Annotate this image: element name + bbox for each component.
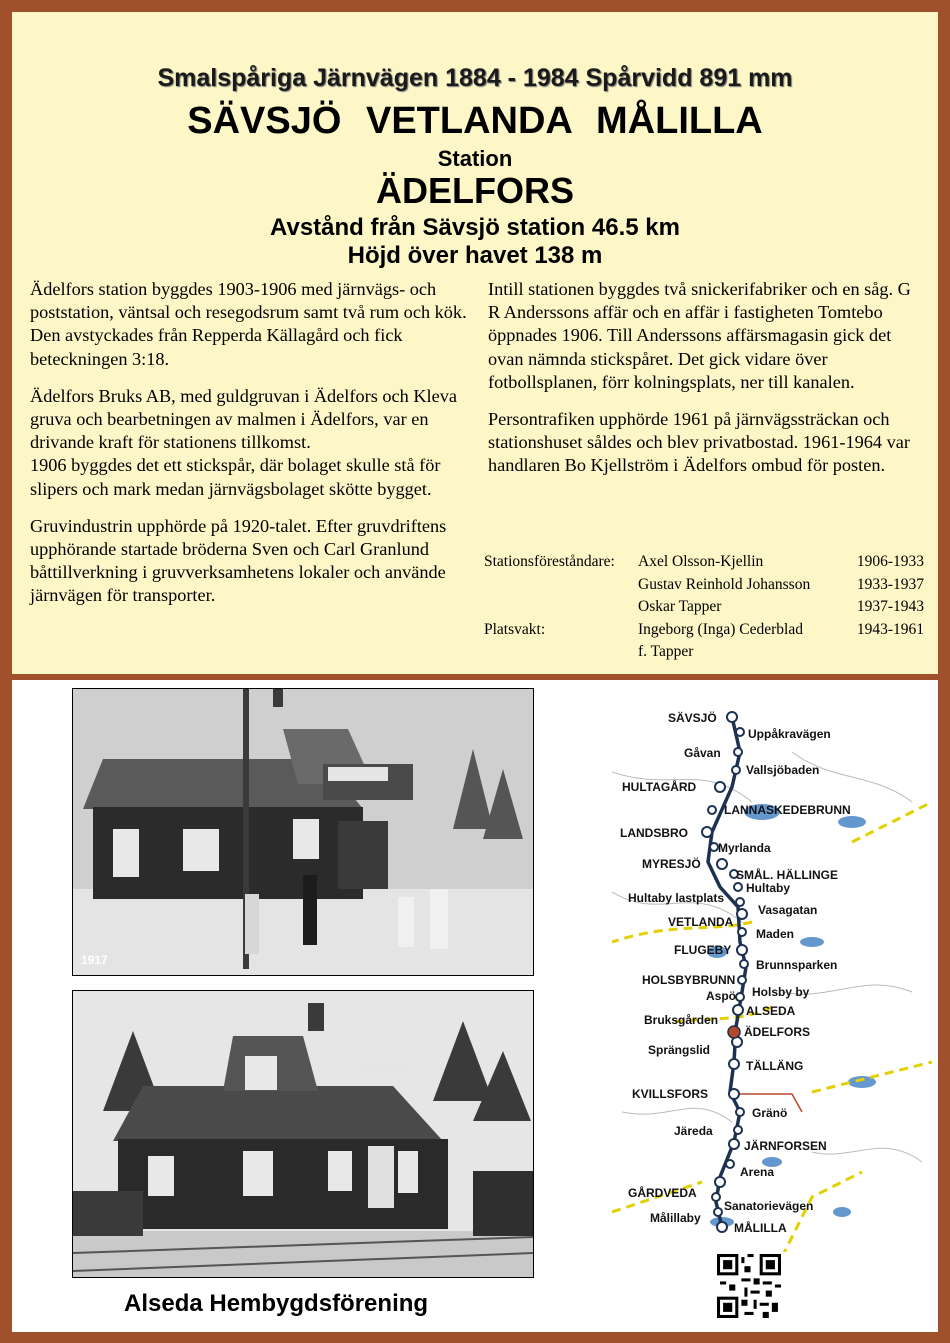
text-column-right xyxy=(488,278,922,492)
paragraph: Intill stationen byggdes två snickerifabriker och en såg. G R Anderssons affär och en affär i fastigheten Tomtebo öppnades 1906. Till Anderssons affärsmagasin gick det ovan nämnda stickspåret. Det gick vidare över fotbollsplanen, förr kolningsplats, ner till kanalen. xyxy=(488,279,911,392)
map-label: MYRESJÖ xyxy=(642,857,701,871)
staff-name: Ingeborg (Inga) Cederblad xyxy=(638,620,803,638)
map-label: SÄVSJÖ xyxy=(668,711,717,725)
map-label: Sprängslid xyxy=(648,1043,711,1057)
railway-line-title: SÄVSJÖ VETLANDA MÅLILLA xyxy=(187,100,763,142)
text-column-left xyxy=(30,278,482,622)
paragraph: Ädelfors station byggdes 1903-1906 med järnvägs- och poststation, väntsal och resegodsrum samt två rum och kök. Den avstyckades från Repperda Källagård och fick beteckningen 3:18. xyxy=(30,279,467,369)
station-photo xyxy=(72,990,534,1278)
staff-role: Platsvakt: xyxy=(484,620,546,638)
map-label: Uppåkravägen xyxy=(748,727,831,741)
map-label: FLUGEBY xyxy=(674,943,732,957)
qr-code-icon[interactable] xyxy=(717,1254,781,1318)
paragraph: Persontrafiken upphörde 1961 på järnvägssträckan och stationshuset såldes och blev privatbostad. 1961-1964 var handlaren Bo Kjellström i Ädelfors ombud för posten. xyxy=(488,409,910,476)
map-label: ALSEDA xyxy=(746,1004,796,1018)
staff-role: Stationsföreståndare: xyxy=(484,553,615,570)
map-label: ÄDELFORS xyxy=(744,1025,810,1039)
staff-years: 1937-1943 xyxy=(856,598,924,616)
map-label: JÄRNFORSEN xyxy=(744,1139,827,1153)
station-photo-illustration xyxy=(73,991,533,1277)
map-label: MÅLILLA xyxy=(734,1221,787,1235)
staff-role xyxy=(484,596,638,619)
map-label: SMÅL. HÄLLINGE xyxy=(736,868,838,882)
staff-years xyxy=(838,641,924,664)
staff-name: Oskar Tapper xyxy=(638,598,722,616)
map-label: LANNASKEDEBRUNN xyxy=(724,803,851,817)
photo-year-label: 1917 xyxy=(81,953,108,967)
staff-role xyxy=(484,641,638,664)
railway-route-map xyxy=(612,692,932,1252)
paragraph: 1906 byggdes det ett stickspår, där bolaget skulle stå för slipers och mark medan järnvägsbolaget skötte bygget. xyxy=(30,455,441,499)
staff-years: 1906-1933 xyxy=(856,553,924,570)
society-name: Alseda Hembygdsförening xyxy=(124,1290,429,1317)
map-label: Arena xyxy=(740,1165,775,1179)
info-panel xyxy=(12,12,938,674)
staff-name: f. Tapper xyxy=(638,643,694,661)
map-label: Bruksgården xyxy=(644,1013,719,1027)
staff-list xyxy=(484,551,924,664)
staff-row xyxy=(484,619,924,642)
staff-years: 1933-1937 xyxy=(856,575,924,593)
map-label: LANDSBRO xyxy=(620,826,688,840)
staff-row xyxy=(484,574,924,597)
route-map-illustration xyxy=(612,692,932,1252)
station-name: ÄDELFORS xyxy=(376,170,574,211)
map-label: Brunnsparken xyxy=(756,958,838,972)
staff-row xyxy=(484,551,924,574)
image-panel xyxy=(12,680,938,1332)
map-label: HOLSBYBRUNN xyxy=(642,973,736,987)
map-label: Vasagatan xyxy=(758,903,818,917)
historic-station-photo xyxy=(72,688,534,976)
map-label: KVILLSFORS xyxy=(632,1087,709,1101)
map-label: Målillaby xyxy=(650,1211,701,1225)
map-label: Myrlanda xyxy=(718,841,771,855)
map-label: Hultaby xyxy=(746,881,791,895)
map-label: GÅRDVEDA xyxy=(628,1186,697,1200)
staff-row xyxy=(484,596,924,619)
map-label: Sanatorievägen xyxy=(724,1199,814,1213)
station-photo-1917-illustration xyxy=(73,689,533,975)
paragraph: Ädelfors Bruks AB, med guldgruvan i Ädelfors och Kleva gruva och bearbetningen av malmen i Ädelfors, var en drivande kraft för stationens tillkomst. xyxy=(30,385,457,453)
map-label: TÄLLÄNG xyxy=(746,1059,804,1073)
railway-subtitle: Smalspåriga Järnvägen 1884 - 1984 Spårvidd 891 mm xyxy=(157,64,793,92)
map-label: Vallsjöbaden xyxy=(746,763,820,777)
map-label: Maden xyxy=(756,927,795,941)
map-label: Hultaby lastplats xyxy=(628,891,725,905)
station-label: Station xyxy=(437,146,513,171)
height-text: Höjd över havet 138 m xyxy=(347,242,603,269)
map-label: Holsby by xyxy=(752,985,810,999)
highlight-station-marker xyxy=(728,1026,740,1038)
map-label: Aspö xyxy=(706,989,736,1003)
map-label: HULTAGÅRD xyxy=(622,780,697,794)
distance-text: Avstånd från Sävsjö station 46.5 km xyxy=(270,214,680,241)
map-label: Gränö xyxy=(752,1106,788,1120)
map-label: Järeda xyxy=(674,1124,713,1138)
staff-role xyxy=(484,574,638,597)
map-label: Gåvan xyxy=(684,746,721,760)
staff-name: Gustav Reinhold Johansson xyxy=(638,575,811,593)
staff-row xyxy=(484,641,924,664)
paragraph: Gruvindustrin upphörde på 1920-talet. Efter gruvdriftens upphörande startade bröderna Sven och Carl Granlund båttillverkning i gruvverksamhetens lokaler och använde järnvägen för transporter. xyxy=(30,515,447,606)
staff-years: 1943-1961 xyxy=(856,620,924,638)
map-label: VETLANDA xyxy=(668,915,734,929)
staff-name: Axel Olsson-Kjellin xyxy=(638,553,764,570)
